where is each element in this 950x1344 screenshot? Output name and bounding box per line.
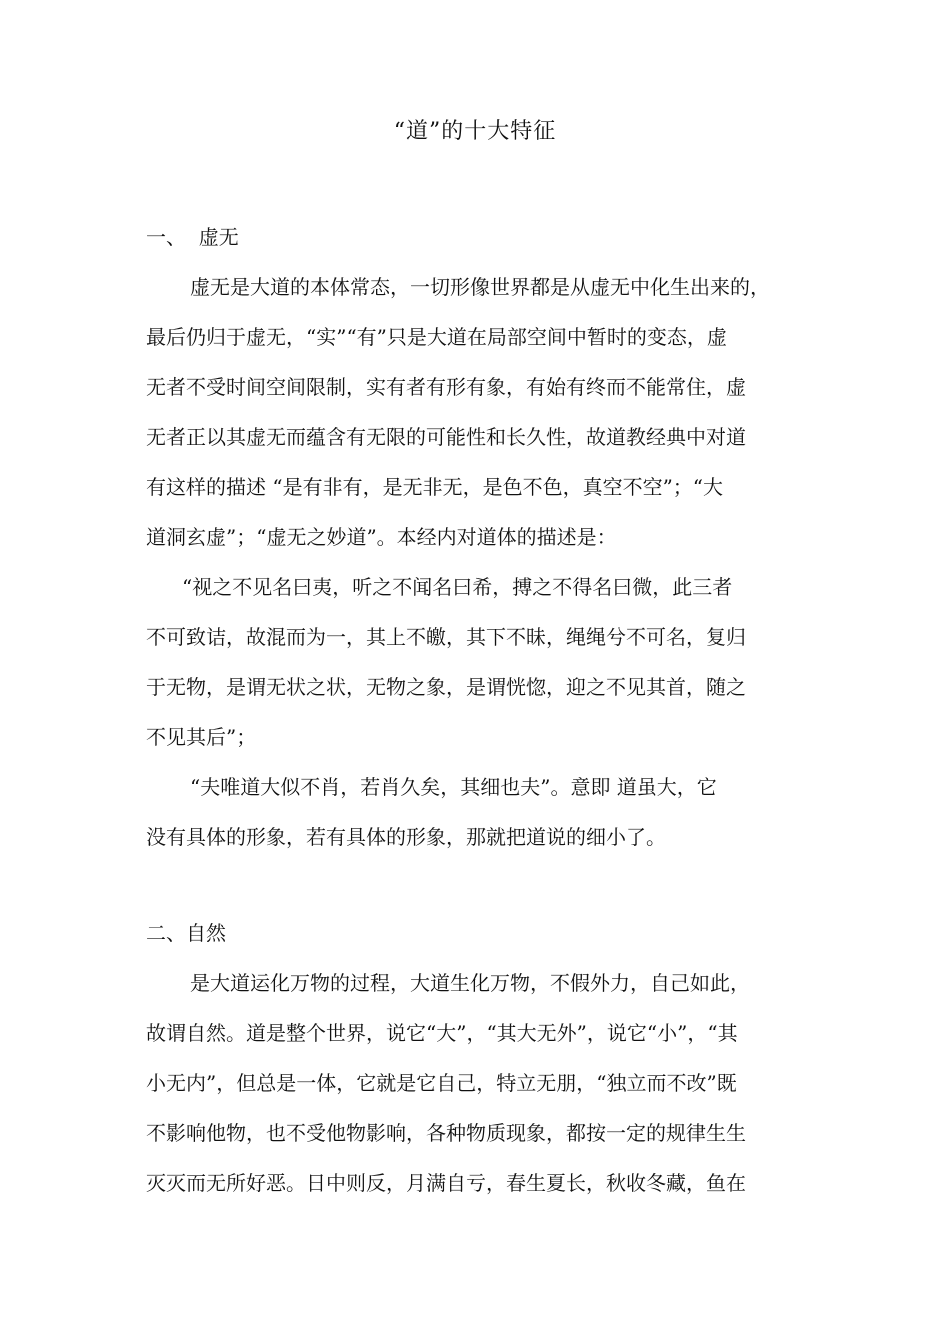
quote-line: 不可致诘，故混而为一，其上不皦，其下不昧，绳绳兮不可名，复归 <box>146 625 746 649</box>
quote-line: 于无物，是谓无状之状，无物之象，是谓恍惚，迎之不见其首，随之 <box>146 675 746 699</box>
quote-line: 不见其后”； <box>146 725 257 749</box>
paragraph-line: 是大道运化万物的过程，大道生化万物，不假外力，自己如此， <box>190 971 750 995</box>
paragraph-line: 无者正以其虚无而蕴含有无限的可能性和长久性，故道教经典中对道 <box>146 425 746 449</box>
paragraph-line: 小无内”，但总是一体，它就是它自己，特立无朋，“独立而不改”既 <box>146 1071 737 1095</box>
paragraph-line: 没有具体的形象，若有具体的形象，那就把道说的细小了。 <box>146 825 666 849</box>
paragraph-line: 灭灭而无所好恶。日中则反，月满自亏，春生夏长，秋收冬藏，鱼在 <box>146 1171 746 1195</box>
paragraph-line: 道洞玄虚”；“虚无之妙道”。本经内对道体的描述是： <box>146 525 617 549</box>
paragraph-line: 虚无是大道的本体常态，一切形像世界都是从虚无中化生出来的， <box>190 275 770 299</box>
section-heading-2: 二、自然 <box>146 921 226 945</box>
paragraph-line: 故谓自然。道是整个世界，说它“大”，“其大无外”，说它“小”，“其 <box>146 1021 738 1045</box>
paragraph-line: 无者不受时间空间限制，实有者有形有象，有始有终而不能常住，虚 <box>146 375 746 399</box>
quote-line: “夫唯道大似不肖，若肖久矣，其细也夫”。意即 道虽大，它 <box>190 775 717 799</box>
page-title: “道”的十大特征 <box>393 119 557 144</box>
paragraph-line: 有这样的描述 “是有非有，是无非无，是色不色，真空不空”；“大 <box>146 475 724 499</box>
paragraph-line: 不影响他物，也不受他物影响，各种物质现象，都按一定的规律生生 <box>146 1121 746 1145</box>
paragraph-line: 最后仍归于虚无，“实”“有”只是大道在局部空间中暂时的变态，虚 <box>146 325 727 349</box>
section-heading-1: 一、 虚无 <box>146 225 239 249</box>
quote-line: “视之不见名曰夷，听之不闻名曰希，搏之不得名曰微，此三者 <box>182 575 733 599</box>
